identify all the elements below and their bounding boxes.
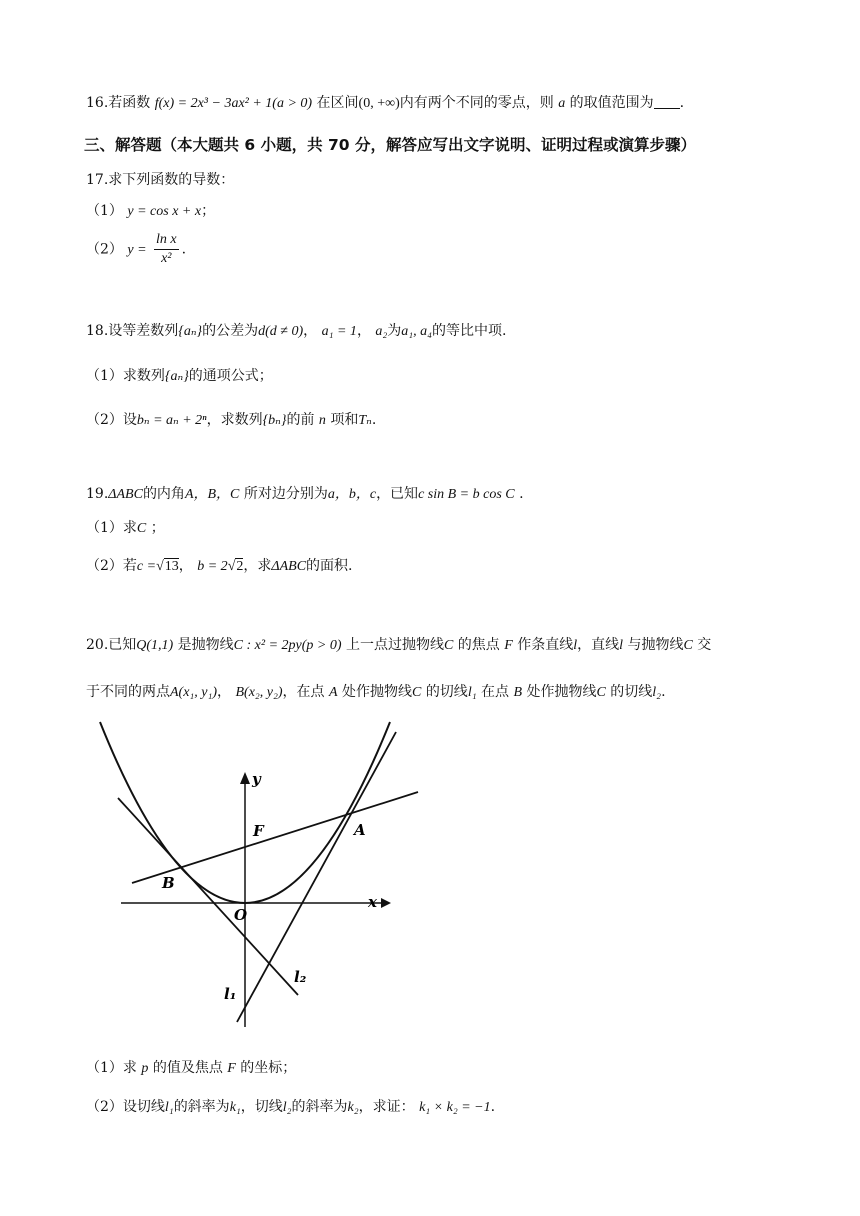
q18-stem [86, 321, 506, 342]
q20-part2 [86, 1097, 495, 1118]
q17-part2 [86, 231, 186, 269]
q16-line [86, 93, 684, 114]
answer-blank [654, 94, 680, 109]
q17-p2-fraction [154, 231, 179, 268]
q20-l1-sym: l₁ [467, 685, 477, 700]
sqrt-symbol: √ [156, 559, 164, 574]
q18-seq: {aₙ} [178, 324, 203, 339]
q20-p2-mid2: ，切线 [240, 1099, 283, 1115]
q19-p2-label: （2）若 [86, 558, 137, 574]
q19-p2-tri: ΔABC [271, 559, 307, 574]
q19-p1-end: ； [150, 520, 165, 536]
q18-stem-f: 的等比中项. [432, 323, 507, 339]
q20-l2-a: 于不同的两点 [86, 684, 170, 700]
q19-angles: A，B，C [184, 487, 240, 502]
q20-part1 [86, 1058, 296, 1079]
x-axis-arrow [381, 898, 391, 908]
q20-l2-d: 处作抛物线 [342, 684, 413, 700]
q16-suffix: 内有两个不同的零点，则 [399, 95, 554, 111]
q20-C4: C [596, 685, 606, 700]
q17-stem: 17.求下列函数的导数： [86, 172, 235, 188]
q20-p2-k1: k₁ [229, 1100, 241, 1115]
q20-l1-b: 是抛物线 [177, 637, 234, 653]
q20-stem-line1 [86, 635, 711, 656]
q19-stem-a: 的内角 [142, 486, 185, 502]
q16-number: 16. [86, 95, 109, 111]
q20-l-2: l [619, 638, 623, 653]
label-O: O [234, 906, 248, 924]
q18-p2-T: Tₙ [358, 413, 372, 428]
q17-p1-label: （1） [86, 203, 123, 219]
label-B: B [162, 874, 175, 892]
chord-line-l [132, 792, 418, 883]
q20-l2-end: . [661, 684, 666, 700]
q18-stem-d: ， [356, 323, 371, 339]
q20-l2-f: 在点 [481, 684, 510, 700]
q18-a1: a₁ = 1 [321, 324, 357, 339]
q20-l1-e: 作条直线 [517, 637, 574, 653]
q16-interval: (0, +∞) [358, 96, 400, 111]
q20-p1-p: p [141, 1061, 149, 1076]
q17-p2-end: . [181, 241, 187, 258]
q19-p1-C: C [136, 521, 147, 536]
q19-p2-c-root: 13 [164, 559, 179, 574]
q19-part1 [86, 518, 165, 539]
q18-part1 [86, 366, 273, 387]
q18-p2-mid3: 项和 [330, 412, 359, 428]
q20-p2-l1: l₁ [164, 1100, 174, 1115]
q17-p1-end: ； [201, 203, 216, 219]
q20-B1: B [513, 685, 523, 700]
y-axis-arrow [240, 772, 250, 784]
label-l2: l₂ [294, 968, 307, 986]
q17-p2-denominator: x² [161, 251, 172, 266]
label-F: F [253, 822, 264, 840]
q20-stem-line2 [86, 682, 666, 703]
q20-l1-h: 交 [697, 637, 712, 653]
q20-l2-b: ， [217, 684, 232, 700]
q20-l2-c: ，在点 [282, 684, 325, 700]
q16-end: . [679, 95, 685, 111]
q20-l1-c: 上一点过抛物线 [345, 637, 444, 653]
q18-p1-seq: {aₙ} [164, 369, 189, 384]
q20-l2-sym: l₂ [652, 685, 662, 700]
q18-d: d(d ≠ 0) [258, 324, 304, 339]
q20-l1-g: 与抛物线 [627, 637, 684, 653]
q19-p1-label: （1）求 [86, 520, 137, 536]
q17-p2-label: （2） [86, 241, 123, 258]
q18-p2-n: n [318, 413, 326, 428]
q20-p1-F: F [227, 1061, 236, 1076]
section-heading: 三、解答题（本大题共 6 小题，共 70 分，解答应写出文字说明、证明过程或演算步骤） [84, 136, 696, 154]
q18-p2-expr: bₙ = aₙ + 2ⁿ [136, 413, 207, 428]
label-A: A [354, 821, 366, 839]
q18-a14: a₁, a₄ [401, 324, 432, 339]
q20-p1-mid: 的值及焦点 [152, 1060, 223, 1076]
q16-prefix: 若函数 [108, 95, 151, 111]
parabola-figure [96, 712, 426, 1032]
q20-C2: C [683, 638, 693, 653]
q20-l2-e: 的切线 [425, 684, 468, 700]
q18-p2-end: . [371, 412, 377, 428]
q20-p2-claim: k₁ × k₂ = −1 [419, 1100, 491, 1115]
q20-p1-end: 的坐标； [240, 1060, 297, 1076]
q20-A-pt: A(x₁, y₁) [170, 685, 218, 700]
label-l1: l₁ [224, 985, 237, 1003]
q18-p1-label: （1）求数列 [86, 368, 165, 384]
q17-part1 [86, 201, 215, 222]
sqrt-symbol: √ [227, 559, 236, 574]
q20-F1: F [504, 638, 513, 653]
q19-cond: c sin B = b cos C [418, 487, 515, 502]
q19-stem-b: 所对边分别为 [243, 486, 328, 502]
q18-stem-a: 18.设等差数列 [86, 323, 179, 339]
q19-part2 [86, 556, 353, 577]
q19-p2-b-root: 2 [236, 559, 244, 574]
q20-Q: Q(1,1) [136, 638, 174, 653]
tangent-line-l1 [237, 732, 396, 1022]
q20-l-1: l [573, 638, 578, 653]
q19-stem-end: . [519, 486, 524, 502]
q20-p2-k2: k₂ [347, 1100, 359, 1115]
q18-a2: a₂ [375, 324, 388, 339]
q20-C3: C [412, 685, 422, 700]
q19-tri: ΔABC [108, 487, 143, 502]
q20-B-pt: B(x₂, y₂) [235, 685, 283, 700]
q19-number: 19. [86, 486, 109, 502]
q20-l2-g: 处作抛物线 [526, 684, 597, 700]
label-y: y [252, 770, 261, 788]
q18-stem-c: ， [303, 323, 318, 339]
q18-p2-seq: {bₙ} [262, 413, 287, 428]
q19-stem [86, 484, 524, 505]
q20-p2-end: . [490, 1099, 496, 1115]
q20-l1-a: 20.已知 [86, 637, 137, 653]
q20-l1-f: ，直线 [577, 637, 620, 653]
q20-l1-d: 的焦点 [457, 637, 500, 653]
q18-part2 [86, 410, 376, 431]
q16-suffix2: 的取值范围为 [569, 95, 654, 111]
q20-p2-mid4: ，求证： [358, 1099, 415, 1115]
q20-C-eq: C : x² = 2py(p > 0) [233, 638, 342, 653]
q17-p2-lhs: y = [127, 242, 147, 258]
q18-p2-mid2: 的前 [286, 412, 315, 428]
q19-sides: a，b，c [327, 487, 377, 502]
q19-p2-b: b = 2 [197, 559, 228, 574]
q19-p2-mid: ，求 [243, 558, 272, 574]
q18-p2-label: （2）设 [86, 412, 137, 428]
q17-p1-expr: y = cos x + x [127, 204, 202, 219]
q19-p2-end: 的面积. [306, 558, 353, 574]
q20-p2-mid3: 的斜率为 [291, 1099, 348, 1115]
label-x: x [368, 893, 377, 911]
q19-p2-sep: ， [178, 558, 193, 574]
q20-C1: C [443, 638, 454, 653]
q16-mid: 在区间 [316, 95, 359, 111]
q16-var: a [558, 96, 566, 111]
q19-stem-c: ，已知 [376, 486, 419, 502]
q19-p2-c: c = [136, 559, 157, 574]
q20-p2-mid: 的斜率为 [173, 1099, 230, 1115]
q17-p2-numerator: ln x [154, 231, 179, 250]
q16-function: f(x) = 2x³ − 3ax² + 1(a > 0) [154, 96, 313, 111]
q18-p2-mid: ，求数列 [206, 412, 263, 428]
q20-p1-label: （1）求 [86, 1060, 137, 1076]
q18-p1-end: 的通项公式； [188, 368, 273, 384]
q18-stem-e: 为 [387, 323, 402, 339]
q18-stem-b: 的公差为 [202, 323, 259, 339]
q20-p2-l2: l₂ [282, 1100, 292, 1115]
q20-p2-label: （2）设切线 [86, 1099, 165, 1115]
q20-A1: A [329, 685, 338, 700]
q20-l2-h: 的切线 [610, 684, 653, 700]
